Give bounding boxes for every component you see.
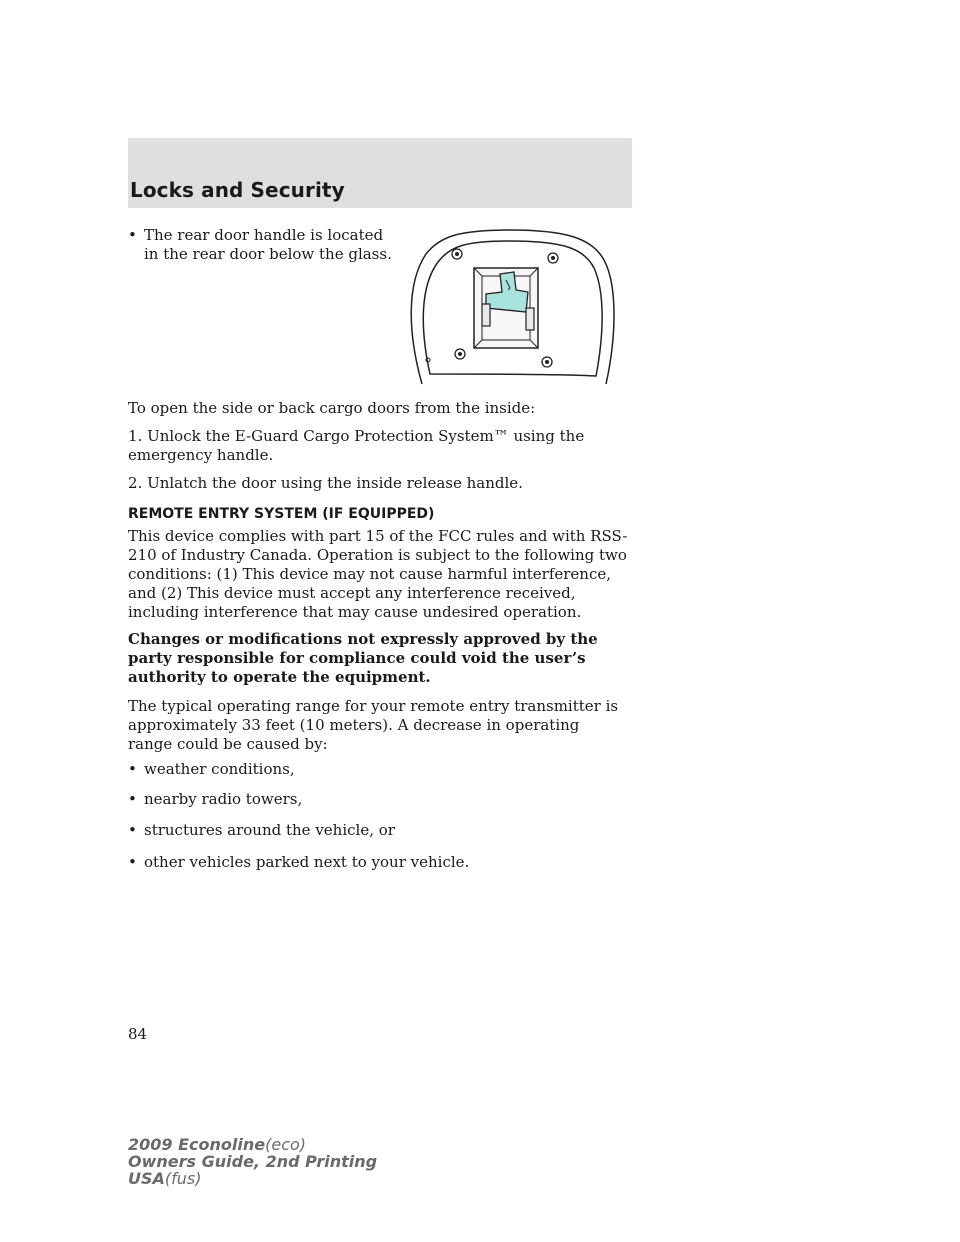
list-item: [128, 853, 628, 872]
operating-range-text: The typical operating range for your remote entry transmitter is approximately 33 feet (10 meters). A decrease in operating range could be caused by:: [128, 697, 619, 753]
range-cause-text: structures around the vehicle, or: [144, 821, 395, 839]
footer-model-code: (eco): [265, 1135, 307, 1154]
list-item: [128, 821, 628, 840]
footer-line-2: [128, 1153, 377, 1170]
range-cause-text: other vehicles parked next to your vehicle.: [144, 853, 470, 871]
document-footer: [128, 1136, 377, 1187]
intro-bullet: [128, 226, 396, 264]
footer-market-code: (fus): [164, 1169, 202, 1188]
list-item: [128, 760, 628, 779]
footer-model: 2009 Econoline: [128, 1135, 266, 1154]
fcc-compliance-text: This device complies with part 15 of the FCC rules and with RSS-210 of Industry Canada. Operation is subject to the following two conditions: (1) This device may not cause harmful interference, and (2) This device must accept any interference received, including interference that may cause undesired operation.: [128, 527, 628, 621]
step-2: 2. Unlatch the door using the inside release handle.: [128, 474, 523, 492]
rear-door-handle-figure: [400, 224, 632, 388]
section-title: Locks and Security: [130, 178, 345, 202]
modification-warning: Changes or modifications not expressly approved by the party responsible for compliance could void the user’s authority to operate the equipment.: [128, 630, 598, 686]
footer-guide: Owners Guide, 2nd Printing: [128, 1152, 378, 1171]
bullet-icon: •: [128, 790, 137, 808]
step-1: 1. Unlock the E-Guard Cargo Protection System™ using the emergency handle.: [128, 427, 585, 464]
bullet-icon: •: [128, 760, 137, 778]
open-doors-intro: To open the side or back cargo doors from the inside:: [128, 399, 536, 417]
bullet-icon: •: [128, 226, 137, 244]
remote-entry-heading: REMOTE ENTRY SYSTEM (IF EQUIPPED): [128, 506, 435, 522]
range-cause-text: nearby radio towers,: [144, 790, 303, 808]
bullet-icon: •: [128, 821, 137, 839]
intro-bullet-text: The rear door handle is located in the rear door below the glass.: [144, 226, 392, 263]
footer-market: USA: [128, 1169, 165, 1188]
range-cause-text: weather conditions,: [144, 760, 295, 778]
footer-line-3: [128, 1170, 377, 1187]
page-number: 84: [128, 1025, 148, 1043]
bullet-icon: •: [128, 853, 137, 871]
list-item: [128, 790, 628, 809]
footer-line-1: [128, 1136, 377, 1153]
